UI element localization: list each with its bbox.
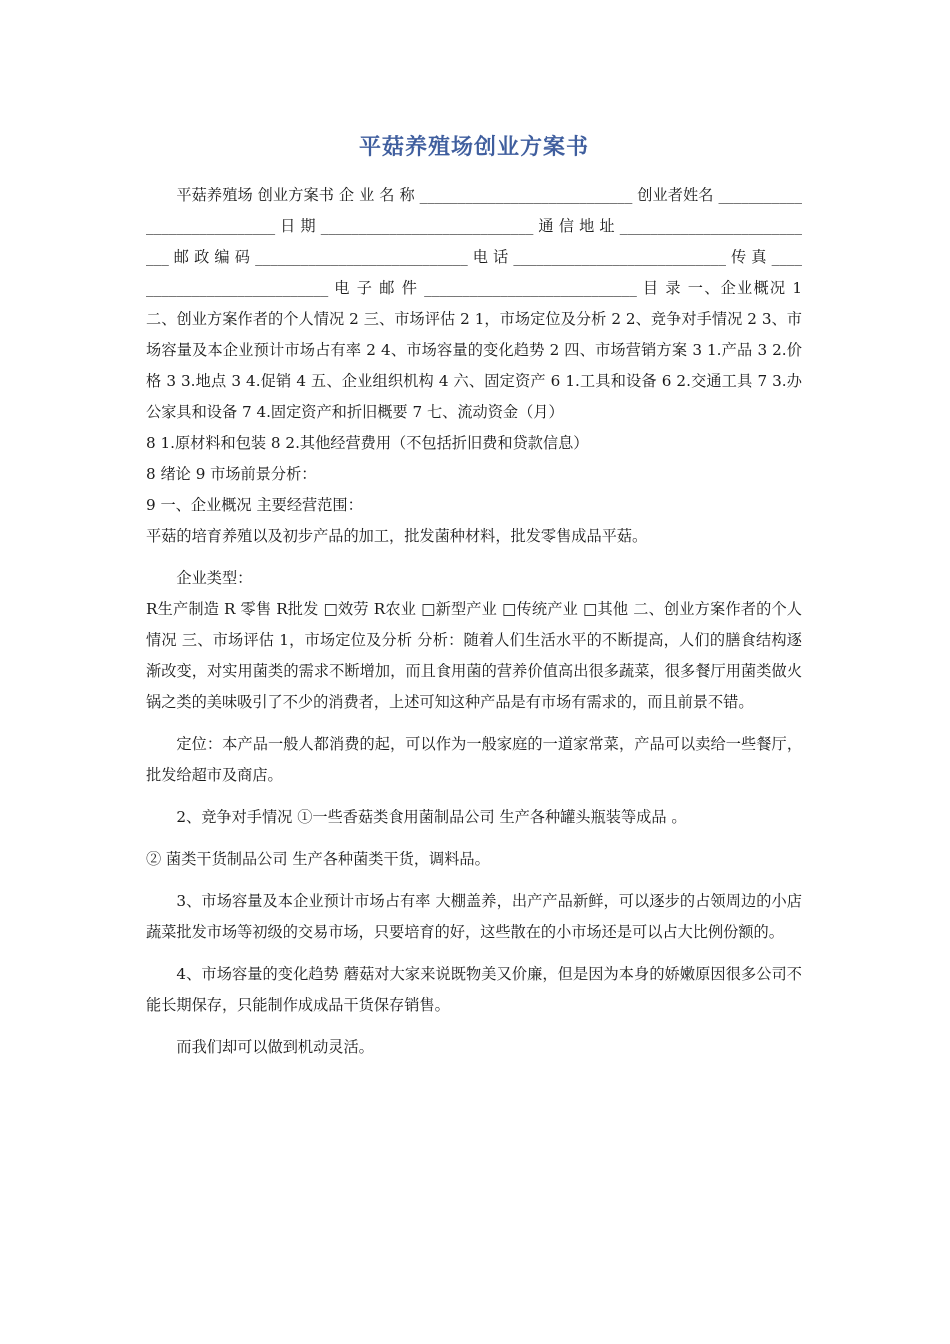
business-scope-paragraph: 平菇的培育养殖以及初步产品的加工，批发菌种材料，批发零售成品平菇。 bbox=[146, 527, 648, 545]
document-page bbox=[146, 128, 802, 1063]
competitors-paragraph: 2、竞争对手情况 ①一些香菇类食用菌制品公司 生产各种罐头瓶装等成品 。 bbox=[176, 808, 687, 826]
enterprise-type-label: 企业类型： bbox=[176, 569, 253, 587]
market-share-paragraph: 3、市场容量及本企业预计市场占有率 大棚盖养，出产产品新鲜，可以逐步的占领周边的小店蔬菜批发市场等初级的交易市场，只要培育的好，这些散在的小市场还是可以占大比例份额的。 bbox=[146, 892, 802, 941]
market-trend-paragraph: 4、市场容量的变化趋势 蘑菇对大家来说既物美又价廉，但是因为本身的娇嫩原因很多公司不能长期保存，只能制作成成品干货保存销售。 bbox=[146, 965, 802, 1014]
competitor-item-paragraph: ② 菌类干货制品公司 生产各种菌类干货，调料品。 bbox=[146, 850, 490, 868]
contents-continued-line: 8 1.原材料和包装 8 2.其他经营费用（不包括折旧费和贷款信息） bbox=[146, 434, 589, 452]
contents-continued-line: 8 绪论 9 市场前景分析： bbox=[146, 465, 317, 483]
closing-paragraph: 而我们却可以做到机动灵活。 bbox=[176, 1038, 374, 1056]
positioning-paragraph: 定位：本产品一般人都消费的起，可以作为一般家庭的一道家常菜，产品可以卖给一些餐厅，批发给超市及商店。 bbox=[146, 735, 802, 784]
document-title: 平菇养殖场创业方案书 bbox=[358, 135, 589, 160]
cover-and-contents-paragraph: 平菇养殖场 创业方案书 企 业 名 称 ____________________________ 创业者姓名 ____________________________ 日 期 ____________________________ 通 信 地 址 ___________________________ 邮 政 编 码 ____________________________ 电 话 ____________________________ 传 真 ____________________________ 电 子 邮 件 ____________________________ 目 录 一、企业概况 1 二、创业方案作者的个人情况 2 三、市场评估 2 1，市场定位及分析 2 2、竞争对手情况 2 3、市场容量及本企业预计市场占有率 2 4、市场容量的变化趋势 2 四、市场营销方案 3 1.产品 3 2.价格 3 3.地点 3 4.促销 4 五、企业组织机构 4 六、固定资产 6 1.工具和设备 6 2.交通工具 7 3.办公家具和设备 7 4.固定资产和折旧概要 7 七、流动资金（月） bbox=[146, 186, 802, 421]
enterprise-type-and-analysis-paragraph: R生产制造 R 零售 R批发 □效劳 R农业 □新型产业 □传统产业 □其他 二、创业方案作者的个人情况 三、市场评估 1，市场定位及分析 分析：随着人们生活水平的不断提高，人们的膳食结构逐渐改变，对实用菌类的需求不断增加，而且食用菌的营养价值高出很多蔬菜，很多餐厅用菌类做火锅之类的美味吸引了不少的消费者，上述可知这种产品是有市场有需求的，而且前景不错。 bbox=[146, 600, 802, 711]
section-heading-line: 9 一、企业概况 主要经营范围： bbox=[146, 496, 363, 514]
